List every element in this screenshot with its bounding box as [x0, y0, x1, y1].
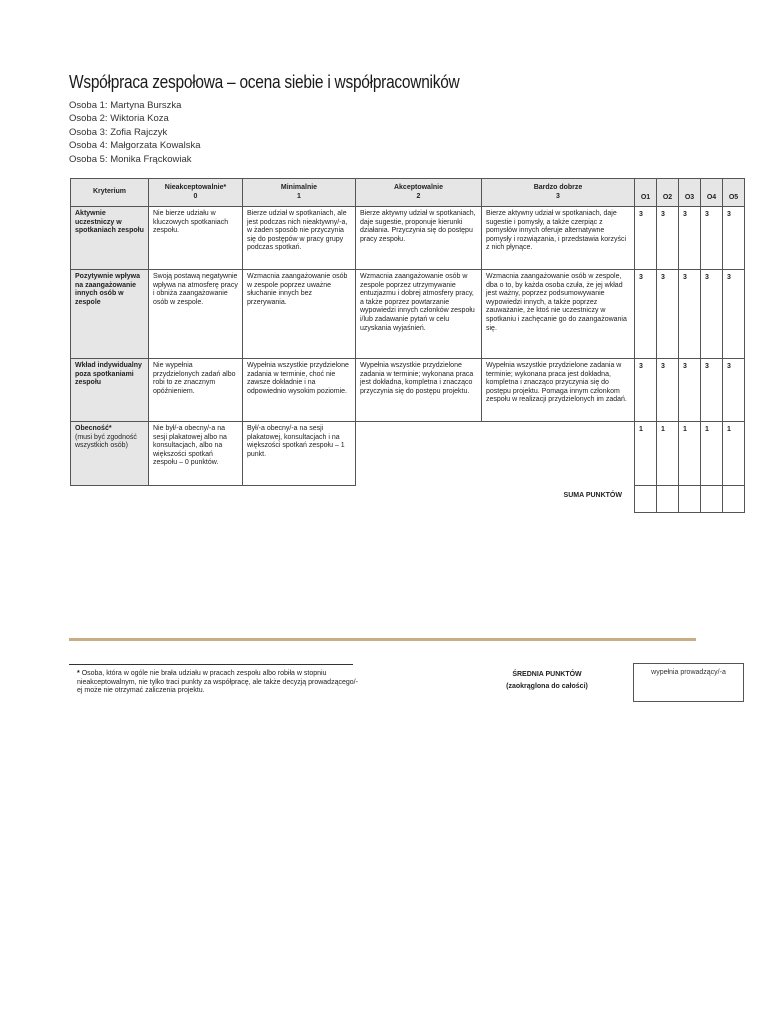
table-row	[71, 359, 745, 422]
table-header-row	[71, 179, 745, 207]
header-level-1: Minimalnie 1	[243, 179, 356, 207]
sum-cell-o2[interactable]	[657, 486, 679, 513]
header-criterion: Kryterium	[71, 179, 149, 207]
person-1: Osoba 1: Martyna Burszka	[69, 100, 182, 111]
header-level-0: Nieakceptowalnie* 0	[149, 179, 243, 207]
score-cell[interactable]: 3	[701, 270, 723, 359]
score-cell[interactable]: 3	[657, 207, 679, 270]
score-cell[interactable]: 1	[679, 422, 701, 486]
level-3-cell: Bierze aktywny udział w spotkaniach, daje sugestie i pomysły, a także czerpiąc z pomysłów innych oferuje alternatywne pomysły i rozwiązania, i przedstawia korzyści z nich płynące.	[482, 207, 635, 270]
score-cell[interactable]: 3	[679, 207, 701, 270]
header-o5: O5	[723, 179, 745, 207]
empty-cell	[71, 486, 356, 513]
level-1-cell: Wypełnia wszystkie przydzielone zadania w terminie, choć nie zawsze dokładnie i na odpowiednio wysokim poziomie.	[243, 359, 356, 422]
criterion-cell: Wkład indywidualny poza spotkaniami zespołu	[71, 359, 149, 422]
score-cell[interactable]: 3	[701, 207, 723, 270]
section-divider	[69, 638, 696, 641]
header-level-3: Bardzo dobrze 3	[482, 179, 635, 207]
rubric-table	[70, 178, 745, 513]
level-1-cell: Bierze udział w spotkaniach, ale jest podczas nich nieaktywny/-a, w żaden sposób nie przyczynia się do postępów w pracy grupy podczas spotkań.	[243, 207, 356, 270]
level-1-cell: Był/-a obecny/-a na sesji plakatowej, konsultacjach i na większości spotkań zespołu – 1 punkt.	[243, 422, 356, 486]
level-2-cell: Wypełnia wszystkie przydzielone zadania w terminie; wykonana praca jest dokładna, kompletna i znacząco przyczynia się do postępu projektu.	[356, 359, 482, 422]
criterion-cell: Aktywnie uczestniczy w spotkaniach zespołu	[71, 207, 149, 270]
level-0-cell: Nie bierze udziału w kluczowych spotkaniach zespołu.	[149, 207, 243, 270]
score-cell[interactable]: 3	[723, 207, 745, 270]
score-cell[interactable]: 1	[723, 422, 745, 486]
average-input-box[interactable]: wypełnia prowadzący/-a	[633, 663, 744, 702]
level-0-cell: Nie wypełnia przydzielonych zadań albo robi to ze znacznym opóźnieniem.	[149, 359, 243, 422]
level-3-cell: Wypełnia wszystkie przydzielone zadania w terminie; wykonana praca jest dokładna, kompletna i znacząco przyczynia się do postępu projektu. Pomaga innym członkom zespołu w realizacji przydzielonych im zadań.	[482, 359, 635, 422]
level-2-cell: Bierze aktywny udział w spotkaniach, daje sugestie, proponuje kierunki działania. Przyczynia się do postępu pracy zespołu.	[356, 207, 482, 270]
person-3: Osoba 3: Zofia Rajczyk	[69, 126, 168, 138]
sum-label: SUMA PUNKTÓW	[563, 491, 622, 499]
table-row	[71, 270, 745, 359]
average-label-note: (zaokrąglona do całości)	[506, 683, 588, 690]
score-cell[interactable]: 3	[657, 359, 679, 422]
header-o2: O2	[657, 179, 679, 207]
sum-row	[71, 486, 745, 513]
level-2-cell: Wzmacnia zaangażowanie osób w zespole poprzez utrzymywanie entuzjazmu i dobrej atmosfery pracy, a także poprzez powtarzanie wypowiedzi innych członków zespołu i/lub zadawanie pytań w celu uzyskania wyjaśnień.	[356, 270, 482, 359]
average-label-title: ŚREDNIA PUNKTÓW	[512, 671, 582, 678]
footnote	[77, 670, 362, 696]
average-label	[488, 669, 606, 693]
sum-cell-o5[interactable]	[723, 486, 745, 513]
persons-list	[69, 99, 200, 166]
person-4: Osoba 4: Małgorzata Kowalska	[69, 140, 201, 152]
score-cell[interactable]: 3	[635, 359, 657, 422]
criterion-cell: Pozytywnie wpływa na zaangażowanie innych osób w zespole	[71, 270, 149, 359]
empty-cell	[356, 422, 635, 486]
footnote-divider	[69, 664, 353, 665]
score-cell[interactable]: 3	[635, 207, 657, 270]
criterion-label: Obecność*	[75, 425, 112, 432]
footnote-text: Osoba, która w ogóle nie brała udziału w pracach zespołu albo robiła w stopniu nieakceptowalnym, nie tylko traci punkty za współpracę, ale także decyzją prowadzącego/-ej może nie otrzymać zaliczenia projektu.	[77, 670, 358, 695]
header-o4: O4	[701, 179, 723, 207]
score-cell[interactable]: 3	[723, 270, 745, 359]
sum-cell-o4[interactable]	[701, 486, 723, 513]
header-level-2: Akceptowalnie 2	[356, 179, 482, 207]
score-cell[interactable]: 3	[701, 359, 723, 422]
score-cell[interactable]: 1	[635, 422, 657, 486]
table-row	[71, 422, 745, 486]
criterion-note: (musi być zgodność wszystkich osób)	[75, 433, 137, 450]
score-cell[interactable]: 1	[701, 422, 723, 486]
level-3-cell: Wzmacnia zaangażowanie osób w zespole, dba o to, by każda osoba czuła, że jej wkład jest ważny, poprzez podsumowywanie wypowiedzi innych, a także poprzez zauważanie, że ktoś nie uczestniczy w spotkaniu i zachęcanie go do zaangażowania się.	[482, 270, 635, 359]
page-title: Współpraca zespołowa – ocena siebie i współpracowników	[69, 72, 460, 92]
score-cell[interactable]: 3	[635, 270, 657, 359]
criterion-cell	[71, 422, 149, 486]
person-2: Osoba 2: Wiktoria Koza	[69, 113, 169, 125]
sum-cell-o3[interactable]	[679, 486, 701, 513]
score-cell[interactable]: 3	[723, 359, 745, 422]
score-cell[interactable]: 3	[679, 359, 701, 422]
sum-cell-o1[interactable]	[635, 486, 657, 513]
score-cell[interactable]: 1	[657, 422, 679, 486]
table-row	[71, 207, 745, 270]
level-1-cell: Wzmacnia zaangażowanie osób w zespole poprzez uważne słuchanie innych bez przerywania.	[243, 270, 356, 359]
level-0-cell: Nie był/-a obecny/-a na sesji plakatowej albo na konsultacjach, albo na większości spotkań zespołu – 0 punktów.	[149, 422, 243, 486]
header-o3: O3	[679, 179, 701, 207]
score-cell[interactable]: 3	[657, 270, 679, 359]
score-cell[interactable]: 3	[679, 270, 701, 359]
footnote-marker: *	[77, 670, 80, 677]
header-o1: O1	[635, 179, 657, 207]
level-0-cell: Swoją postawą negatywnie wpływa na atmosferę pracy i obniża zaangażowanie osób w zespole.	[149, 270, 243, 359]
person-5: Osoba 5: Monika Frąckowiak	[69, 153, 192, 165]
